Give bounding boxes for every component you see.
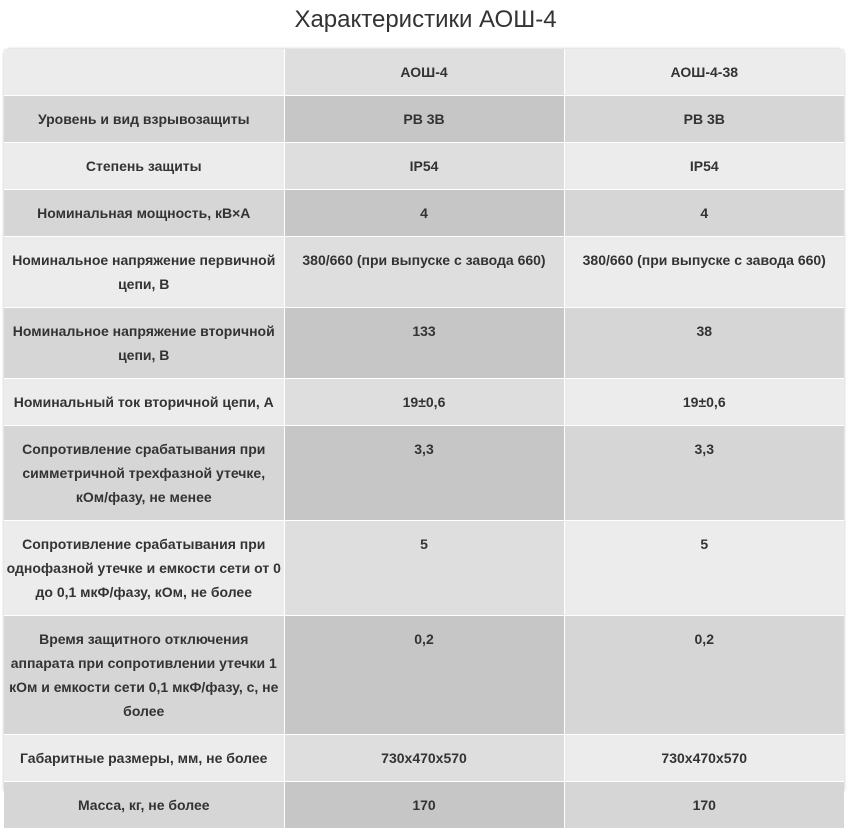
table-row: [4, 143, 844, 190]
row-value-aosh-4: 3,3: [284, 426, 564, 521]
row-value-aosh-4: 170: [284, 782, 564, 829]
row-value-aosh-4-38: 4: [564, 190, 844, 237]
table-row: [4, 190, 844, 237]
row-value-aosh-4: 5: [284, 521, 564, 616]
header-cell-aosh-4-38: АОШ-4-38: [564, 49, 844, 96]
row-label: Сопротивление срабатывания при однофазной утечке и емкости сети от 0 до 0,1 мкФ/фазу, кОм, не более: [4, 521, 284, 616]
row-label: Габаритные размеры, мм, не более: [4, 735, 284, 782]
table-row: [4, 96, 844, 143]
row-value-aosh-4-38: 0,2: [564, 616, 844, 735]
page-title: Характеристики АОШ-4: [294, 6, 557, 33]
table-row: [4, 237, 844, 308]
table-row: [4, 308, 844, 379]
row-value-aosh-4-38: 5: [564, 521, 844, 616]
row-value-aosh-4: IP54: [284, 143, 564, 190]
row-value-aosh-4-38: 730х470х570: [564, 735, 844, 782]
row-value-aosh-4: 730х470х570: [284, 735, 564, 782]
row-label: Номинальное напряжение вторичной цепи, В: [4, 308, 284, 379]
row-value-aosh-4-38: IP54: [564, 143, 844, 190]
row-value-aosh-4: 4: [284, 190, 564, 237]
row-label: Номинальный ток вторичной цепи, А: [4, 379, 284, 426]
table-row: [4, 616, 844, 735]
row-label: Номинальная мощность, кВ×А: [4, 190, 284, 237]
table-row: [4, 426, 844, 521]
row-value-aosh-4: 133: [284, 308, 564, 379]
specs-table: [4, 49, 844, 813]
row-value-aosh-4-38: 19±0,6: [564, 379, 844, 426]
row-label: Время защитного отключения аппарата при сопротивлении утечки 1 кОм и емкости сети 0,1 мкФ/фазу, с, не более: [4, 616, 284, 735]
row-label: Уровень и вид взрывозащиты: [4, 96, 284, 143]
header-cell-aosh-4: АОШ-4: [284, 49, 564, 96]
row-value-aosh-4: 0,2: [284, 616, 564, 735]
row-value-aosh-4-38: 380/660 (при выпуске с завода 660): [564, 237, 844, 308]
row-value-aosh-4: 19±0,6: [284, 379, 564, 426]
table-row: [4, 735, 844, 782]
header-cell-empty: [4, 49, 284, 96]
row-value-aosh-4-38: 170: [564, 782, 844, 829]
row-value-aosh-4-38: РВ 3В: [564, 96, 844, 143]
row-label: Номинальное напряжение первичной цепи, В: [4, 237, 284, 308]
row-value-aosh-4: 380/660 (при выпуске с завода 660): [284, 237, 564, 308]
row-label: Степень защиты: [4, 143, 284, 190]
row-value-aosh-4-38: 3,3: [564, 426, 844, 521]
row-label: Сопротивление срабатывания при симметричной трехфазной утечке, кОм/фазу, не менее: [4, 426, 284, 521]
table-row: [4, 521, 844, 616]
row-value-aosh-4: РВ 3В: [284, 96, 564, 143]
table-row: [4, 379, 844, 426]
table-header-row: [4, 49, 844, 96]
row-value-aosh-4-38: 38: [564, 308, 844, 379]
table-row: [4, 782, 844, 829]
row-label: Масса, кг, не более: [4, 782, 284, 829]
